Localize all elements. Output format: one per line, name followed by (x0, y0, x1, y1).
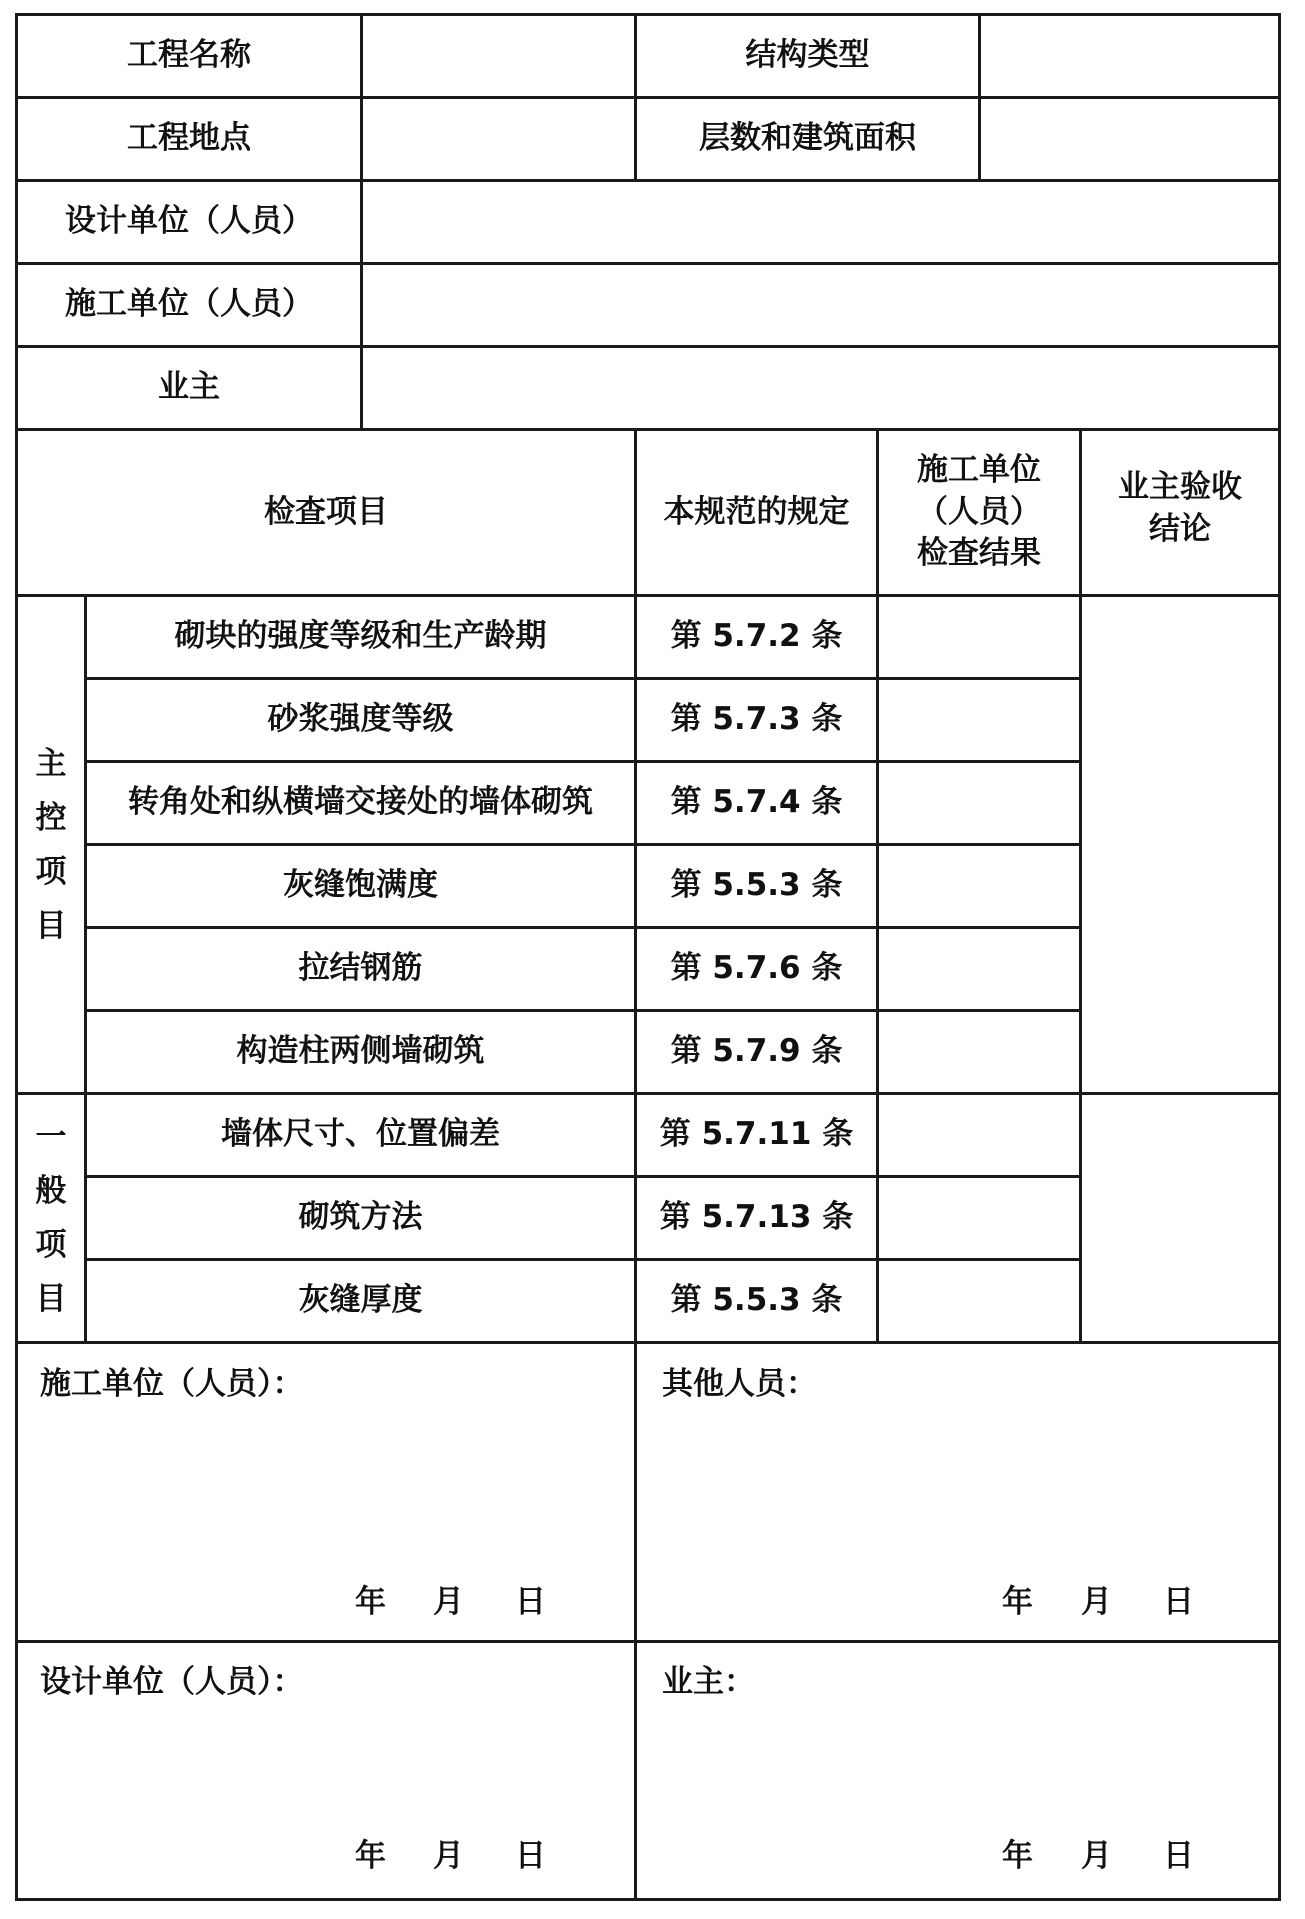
group-char: 目 (35, 1281, 67, 1317)
border-right (1278, 13, 1281, 1901)
construction-date-month: 月 (433, 1584, 464, 1620)
main-item-name: 拉结钢筋 (298, 950, 423, 987)
main-item-name: 砌块的强度等级和生产龄期 (174, 618, 547, 655)
group-char: 主 (35, 745, 67, 782)
design-signoff-label: 设计单位（人员）： (40, 1664, 304, 1700)
structure-type-label: 结构类型 (745, 37, 870, 74)
group-char: 般 (35, 1173, 67, 1209)
location-field[interactable] (363, 99, 634, 179)
design-date-day: 日 (515, 1838, 546, 1874)
design-date-month: 月 (433, 1838, 464, 1874)
design-unit-label: 设计单位（人员） (65, 203, 313, 240)
owner-label: 业主 (158, 369, 220, 406)
others-date-day: 日 (1163, 1584, 1194, 1620)
main-item-spec: 第 5.7.3 条 (670, 701, 843, 738)
owner-date-year: 年 (1002, 1838, 1033, 1874)
design-unit-field[interactable] (363, 182, 1278, 262)
general-item-result-field[interactable] (879, 1261, 1079, 1341)
header-spec: 本规范的规定 (663, 493, 850, 530)
rule (15, 1640, 1281, 1643)
general-item-name: 灰缝厚度 (298, 1282, 423, 1319)
border-bottom (15, 1898, 1281, 1901)
header-check-result-line: 施工单位 (917, 451, 1041, 488)
header-conclusion-line: 结论 (1149, 510, 1211, 547)
main-control-group-label (18, 597, 84, 1092)
owner-date-day: 日 (1163, 1838, 1194, 1874)
structure-type-field[interactable] (981, 16, 1278, 96)
main-item-name: 构造柱两侧墙砌筑 (236, 1033, 485, 1070)
construction-date-day: 日 (515, 1584, 546, 1620)
general-item-spec: 第 5.5.3 条 (670, 1282, 843, 1319)
main-item-name: 砂浆强度等级 (267, 701, 454, 738)
main-item-result-field[interactable] (879, 597, 1079, 677)
general-item-name: 砌筑方法 (298, 1199, 423, 1236)
floors-area-label: 层数和建筑面积 (699, 120, 916, 157)
header-owner-conclusion (1082, 431, 1278, 594)
construction-date-year: 年 (355, 1584, 386, 1620)
general-item-spec: 第 5.7.11 条 (659, 1116, 854, 1153)
main-item-result-field[interactable] (879, 1012, 1079, 1092)
project-name-field[interactable] (363, 16, 634, 96)
header-check-item: 检查项目 (264, 493, 388, 530)
general-group-label (18, 1095, 84, 1341)
header-conclusion-line: 业主验收 (1118, 468, 1242, 505)
main-item-result-field[interactable] (879, 680, 1079, 760)
group-char: 控 (35, 799, 67, 836)
group-char: 项 (35, 1227, 67, 1263)
floors-area-field[interactable] (981, 99, 1278, 179)
main-item-name: 转角处和纵横墙交接处的墙体砌筑 (128, 784, 593, 821)
main-item-spec: 第 5.7.4 条 (670, 784, 843, 821)
main-conclusion-field[interactable] (1082, 597, 1278, 1092)
main-item-spec: 第 5.5.3 条 (670, 867, 843, 904)
construction-unit-label: 施工单位（人员） (65, 286, 313, 323)
main-item-result-field[interactable] (879, 929, 1079, 1009)
group-char: 项 (35, 853, 67, 890)
others-date-month: 月 (1081, 1584, 1112, 1620)
main-item-spec: 第 5.7.9 条 (670, 1033, 843, 1070)
construction-unit-field[interactable] (363, 265, 1278, 345)
general-conclusion-field[interactable] (1082, 1095, 1278, 1341)
main-item-name: 灰缝饱满度 (283, 867, 438, 904)
project-name-label: 工程名称 (127, 37, 251, 74)
group-char: 目 (35, 907, 67, 944)
general-item-result-field[interactable] (879, 1095, 1079, 1175)
header-check-result (879, 431, 1079, 594)
general-item-spec: 第 5.7.13 条 (659, 1199, 854, 1236)
header-check-result-line: 检查结果 (917, 535, 1041, 572)
header-check-result-line: （人员） (917, 493, 1041, 530)
location-label: 工程地点 (127, 120, 251, 157)
owner-date-month: 月 (1081, 1838, 1112, 1874)
others-signoff-label: 其他人员： (662, 1366, 817, 1402)
owner-signoff-label: 业主： (662, 1664, 755, 1700)
general-item-name: 墙体尺寸、位置偏差 (221, 1116, 500, 1153)
main-item-spec: 第 5.7.2 条 (670, 618, 843, 655)
main-item-spec: 第 5.7.6 条 (670, 950, 843, 987)
general-item-result-field[interactable] (879, 1178, 1079, 1258)
main-item-result-field[interactable] (879, 763, 1079, 843)
main-item-result-field[interactable] (879, 846, 1079, 926)
owner-field[interactable] (363, 348, 1278, 428)
construction-signoff-label: 施工单位（人员）： (40, 1366, 304, 1402)
others-date-year: 年 (1002, 1584, 1033, 1620)
group-char: 一 (35, 1119, 67, 1155)
design-date-year: 年 (355, 1838, 386, 1874)
rule (15, 1341, 1281, 1344)
